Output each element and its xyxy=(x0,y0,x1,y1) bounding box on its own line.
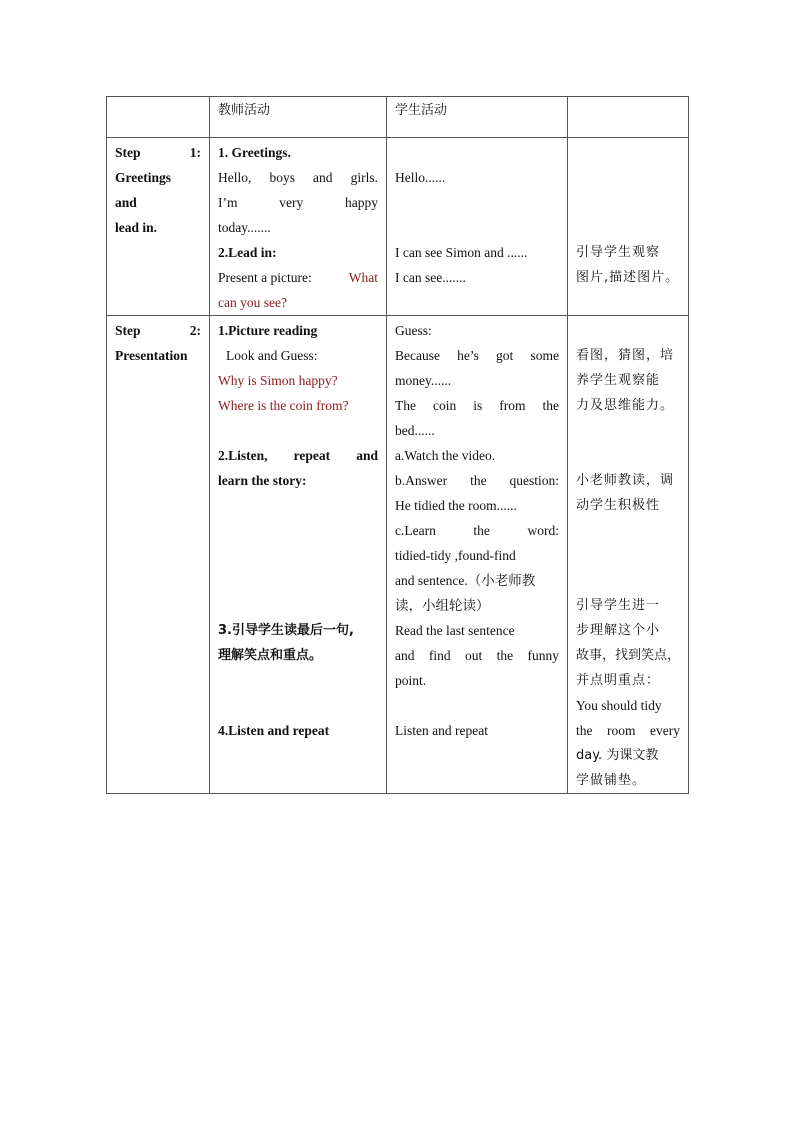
note-c5: You should tidy xyxy=(576,698,662,713)
step1-note-line2: 图片,描述图片。 xyxy=(576,270,680,285)
header-teacher-activity: 教师活动 xyxy=(210,97,387,138)
greetings-line2: I’m very happy xyxy=(218,195,378,210)
note-a1: 看图，猜图，培 xyxy=(576,348,675,363)
greetings-title: 1. Greetings. xyxy=(218,145,291,160)
step2-row xyxy=(107,316,689,794)
read-last-sentence: Read the last sentence xyxy=(395,623,515,638)
guess-line3: The coin is from the xyxy=(395,398,559,413)
step1-label-leadin: lead in. xyxy=(115,220,158,235)
greetings-line1: Hello, boys and girls. xyxy=(218,170,378,185)
guess-line1: Because he’s got some xyxy=(395,348,559,363)
note-b1: 小老师教读，调 xyxy=(576,473,675,488)
lesson-plan-table xyxy=(106,96,689,794)
learn-the-story: learn the story: xyxy=(218,473,307,488)
note-c7: day. 为课文教 xyxy=(576,748,659,763)
note-c3: 故事，找到笑点， xyxy=(576,648,681,663)
and-sentence: and sentence.（小老师教 xyxy=(395,573,536,588)
student-i-can-see: I can see....... xyxy=(395,270,466,285)
step1-notes xyxy=(568,138,689,316)
find-funny-point: and find out the funny xyxy=(395,648,559,663)
step2-label xyxy=(107,316,210,794)
step1-label-word: Step xyxy=(115,145,141,160)
step1-label-and: and xyxy=(115,195,137,210)
word-pairs: tidied-tidy ,found-find xyxy=(395,548,516,563)
step2-label-word: Step xyxy=(115,323,141,338)
look-and-guess: Look and Guess: xyxy=(226,348,318,363)
step1-label xyxy=(107,138,210,316)
step2-student-activity xyxy=(387,316,568,794)
step1-student-activity xyxy=(387,138,568,316)
note-b2: 动学生积极性 xyxy=(576,498,661,513)
student-hello: Hello...... xyxy=(395,170,446,185)
listen-repeat-title: 2.Listen, repeat and xyxy=(218,448,378,463)
note-c6: the room every xyxy=(576,723,680,738)
step2-notes xyxy=(568,316,689,794)
header-col4 xyxy=(568,97,689,138)
note-a3: 力及思维能力。 xyxy=(576,398,675,413)
step2-label-presentation: Presentation xyxy=(115,348,188,363)
step1-note-line1: 引导学生观察 xyxy=(576,245,661,260)
student-see-simon: I can see Simon and ...... xyxy=(395,245,528,260)
step1-label-greetings: Greetings xyxy=(115,170,171,185)
greetings-line3: today....... xyxy=(218,220,271,235)
read-groups: 读，小组轮读） xyxy=(395,598,490,613)
note-c1: 引导学生进一 xyxy=(576,598,661,613)
note-a2: 养学生观察能 xyxy=(576,373,661,388)
question-why-happy: Why is Simon happy? xyxy=(218,373,338,388)
note-c4: 并点明重点： xyxy=(576,673,661,688)
header-row xyxy=(107,97,689,138)
header-student-activity: 学生活动 xyxy=(387,97,568,138)
listen-and-repeat-title: 4.Listen and repeat xyxy=(218,723,330,738)
guide-line2: 理解笑点和重点。 xyxy=(218,648,323,663)
note-c8: 学做铺垫。 xyxy=(576,773,647,788)
guide-line1: 3.引导学生读最后一句, xyxy=(218,623,354,638)
step1-row xyxy=(107,138,689,316)
note-c2: 步理解这个小 xyxy=(576,623,661,638)
lead-in-line1: Present a picture: What xyxy=(218,270,378,285)
student-listen-repeat: Listen and repeat xyxy=(395,723,488,738)
guess-label: Guess: xyxy=(395,323,432,338)
step1-label-num: 1: xyxy=(189,145,201,160)
header-col1 xyxy=(107,97,210,138)
picture-reading-title: 1.Picture reading xyxy=(218,323,318,338)
step2-teacher-activity xyxy=(210,316,387,794)
watch-video: a.Watch the video. xyxy=(395,448,496,463)
guess-line4: bed...... xyxy=(395,423,435,438)
step1-teacher-activity xyxy=(210,138,387,316)
point-text: point. xyxy=(395,673,427,688)
learn-word: c.Learn the word: xyxy=(395,523,559,538)
lead-in-title: 2.Lead in: xyxy=(218,245,277,260)
tidied-room: He tidied the room...... xyxy=(395,498,517,513)
answer-question: b.Answer the question: xyxy=(395,473,559,488)
question-coin-from: Where is the coin from? xyxy=(218,398,349,413)
lead-in-line2: can you see? xyxy=(218,295,287,310)
step2-label-num: 2: xyxy=(189,323,201,338)
guess-line2: money...... xyxy=(395,373,452,388)
